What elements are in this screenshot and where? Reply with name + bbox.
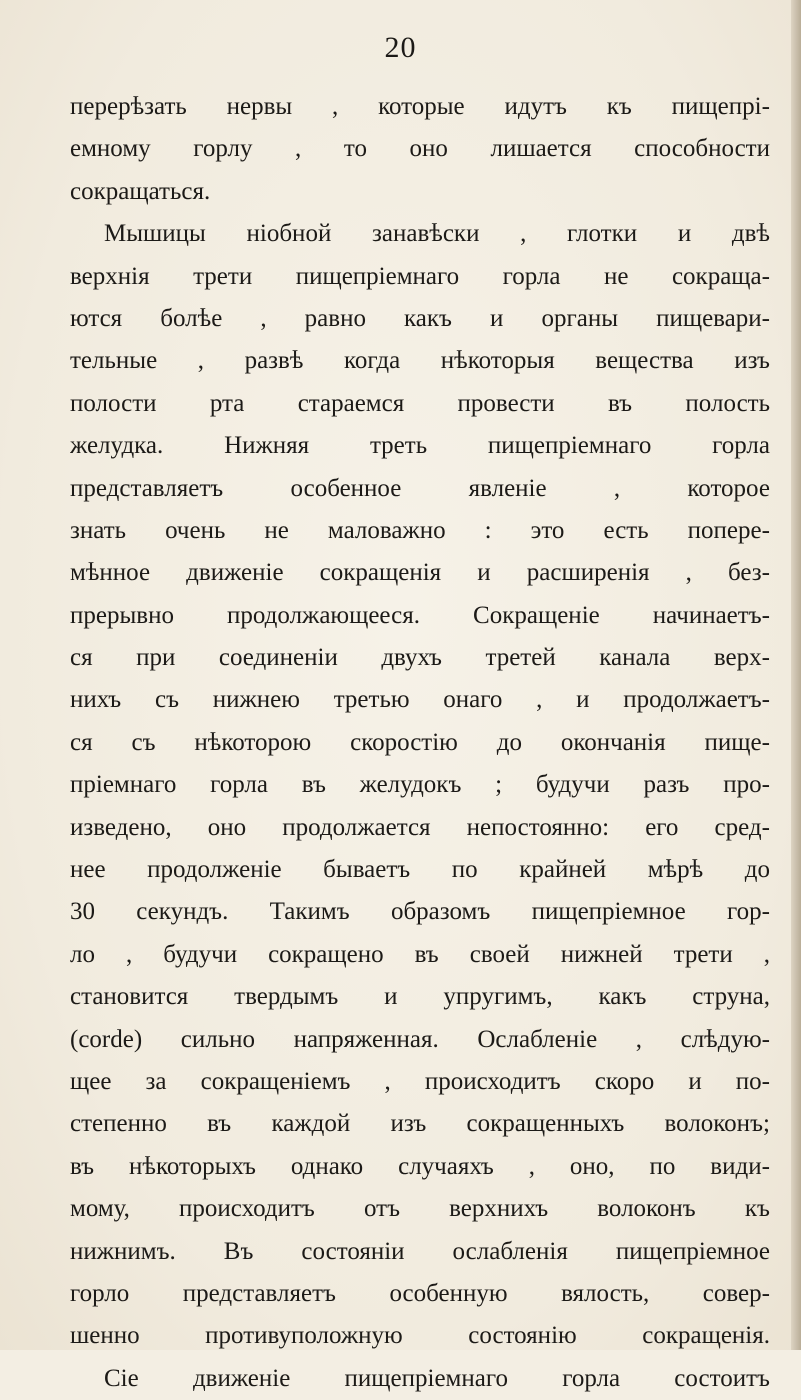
word: сокраща- — [671, 262, 770, 290]
word: упругимъ, — [443, 983, 553, 1011]
word: сокращаться. — [70, 177, 211, 205]
word: горлу — [193, 135, 253, 163]
word: пищепріемнаго — [344, 1364, 508, 1392]
word: верхнія — [70, 262, 150, 290]
word: которые — [378, 93, 465, 120]
word: Сіе — [104, 1364, 139, 1392]
text-line — [70, 1146, 770, 1188]
word: состояніи — [301, 1237, 405, 1265]
text-line — [70, 637, 770, 679]
word: пищепріемное — [615, 1237, 770, 1265]
word: въ — [70, 1152, 95, 1180]
word: горла — [562, 1364, 621, 1392]
word: крайней — [519, 856, 607, 884]
word: къ — [606, 93, 632, 120]
text-line — [70, 171, 770, 213]
word: мому, — [70, 1195, 130, 1223]
word: пищепріемное — [531, 898, 686, 926]
word: горло — [70, 1279, 130, 1307]
word: волоконъ; — [664, 1110, 770, 1138]
word: вялость, — [561, 1279, 650, 1307]
word: , — [125, 940, 133, 968]
word: образомъ — [390, 898, 491, 926]
word: движеніе — [192, 1364, 291, 1392]
word: это — [530, 516, 565, 544]
word: его — [645, 813, 679, 841]
word: , — [613, 474, 621, 502]
text-line — [70, 383, 770, 425]
word: изъ — [390, 1110, 427, 1138]
word: треть — [369, 432, 428, 460]
page-binding-edge — [791, 0, 801, 1350]
word: желудка. — [70, 432, 164, 460]
text-line — [70, 1188, 770, 1230]
word: въ — [207, 1110, 232, 1138]
word: противуположную — [205, 1322, 403, 1350]
word: гор- — [726, 898, 770, 926]
word: напряженная. — [293, 1025, 439, 1053]
word: явленіе — [468, 474, 547, 502]
word: то — [343, 135, 367, 163]
word: прерывно — [70, 601, 174, 629]
word: ются — [70, 304, 123, 332]
word: Сокращеніе — [473, 601, 600, 629]
word: 30 — [70, 898, 95, 926]
word: трети — [193, 262, 253, 290]
text-line — [70, 891, 770, 933]
text-line — [70, 722, 770, 764]
word: Мышицы — [104, 220, 206, 248]
word: , — [260, 304, 267, 332]
word: перерѣзать — [70, 93, 187, 120]
word: случаяхъ — [398, 1152, 494, 1180]
word: которое — [687, 474, 770, 502]
word: Ослабленіе — [477, 1025, 598, 1053]
word: и — [576, 686, 590, 714]
word: до — [496, 728, 522, 756]
word: въ — [414, 940, 439, 968]
word: по — [451, 856, 478, 884]
word: совер- — [702, 1279, 770, 1307]
word: , — [520, 220, 527, 248]
word: тельные — [70, 347, 158, 375]
word: полости — [70, 389, 157, 417]
word: каждой — [271, 1110, 351, 1138]
word: и — [477, 559, 491, 587]
text-line — [70, 934, 770, 976]
word: непостоянно: — [466, 813, 610, 841]
text-line — [70, 595, 770, 637]
word: не — [264, 516, 289, 544]
word: пище- — [704, 728, 770, 756]
word: , — [685, 559, 692, 587]
word: двѣ — [731, 220, 770, 248]
word: шенно — [70, 1322, 140, 1350]
word: способности — [634, 135, 770, 163]
word: двухъ — [381, 644, 442, 672]
word: пищевари- — [656, 304, 770, 332]
word: секундъ. — [136, 898, 229, 926]
word: очень — [165, 516, 226, 544]
word: Въ — [223, 1237, 254, 1265]
word: горла — [502, 262, 561, 290]
word: бываетъ — [323, 856, 411, 884]
word: нижнею — [212, 686, 300, 714]
text-line — [70, 1358, 770, 1400]
word: слѣдую- — [680, 1025, 770, 1053]
word: , — [295, 135, 302, 163]
word: становится — [70, 983, 189, 1011]
word: болѣе — [160, 304, 223, 332]
word: какъ — [598, 983, 647, 1011]
word: ся — [70, 644, 93, 672]
word: съ — [131, 728, 156, 756]
word: струна, — [692, 983, 770, 1011]
word: органы — [541, 304, 618, 332]
word: верхнихъ — [449, 1195, 549, 1223]
word: особенную — [389, 1279, 508, 1307]
word: ; — [495, 771, 503, 799]
word: сокращенныхъ — [466, 1110, 625, 1138]
word: сокращеніемъ — [200, 1067, 351, 1095]
word: по — [649, 1152, 676, 1180]
word: происходитъ — [179, 1195, 315, 1223]
text-line — [70, 86, 770, 128]
word: и — [384, 983, 398, 1011]
word: про- — [723, 771, 770, 799]
word: третью — [333, 686, 410, 714]
word: начинаетъ- — [652, 601, 770, 629]
word: , — [332, 93, 339, 120]
word: за — [145, 1067, 167, 1095]
word: щее — [70, 1067, 112, 1095]
word: маловажно — [327, 516, 446, 544]
word: продолжается — [282, 813, 431, 841]
text-line — [70, 764, 770, 806]
word: рта — [209, 389, 245, 417]
text-line — [70, 679, 770, 721]
word: развѣ — [244, 347, 304, 375]
word: когда — [344, 347, 401, 375]
text-line — [70, 128, 770, 170]
word: движеніе — [186, 559, 284, 587]
text-line — [70, 1103, 770, 1145]
word: степенно — [70, 1110, 167, 1138]
text-line — [70, 425, 770, 467]
word: нѣкоторою — [194, 728, 312, 756]
text-line — [70, 1061, 770, 1103]
word: желудокъ — [359, 771, 462, 799]
word: въ — [608, 389, 633, 417]
text-line — [70, 468, 770, 510]
word: оно — [409, 135, 448, 163]
word: къ — [744, 1195, 770, 1223]
word: вещества — [595, 347, 694, 375]
word: , — [536, 686, 543, 714]
word: разъ — [643, 771, 690, 799]
word: пріемнаго — [70, 771, 177, 799]
word: види- — [710, 1152, 770, 1180]
word: , — [197, 347, 204, 375]
word: нее — [70, 856, 106, 884]
word: занавѣски — [372, 220, 480, 248]
word: оно — [207, 813, 247, 841]
word: есть — [603, 516, 649, 544]
word: мѣнное — [70, 559, 151, 587]
word: представляетъ — [70, 474, 224, 502]
word: сокращенія — [319, 559, 442, 587]
word: при — [136, 644, 176, 672]
text-line — [70, 1019, 770, 1061]
text-line — [70, 256, 770, 298]
word: особенное — [290, 474, 402, 502]
word: продолжающееся. — [227, 601, 420, 629]
word: твердымъ — [234, 983, 339, 1011]
word: сокращенія. — [642, 1322, 770, 1350]
word: , — [528, 1152, 535, 1180]
word: волоконъ — [597, 1195, 696, 1223]
word: ослабленія — [452, 1237, 568, 1265]
word: продолженіе — [147, 856, 282, 884]
word: полость — [685, 389, 770, 417]
word: однако — [290, 1152, 364, 1180]
word: знать — [70, 516, 127, 544]
body-text — [70, 86, 770, 1400]
word: , — [384, 1067, 391, 1095]
word: Нижняя — [224, 432, 310, 460]
word: соединеніи — [218, 644, 338, 672]
word: сильно — [180, 1025, 255, 1053]
word: верх- — [713, 644, 770, 672]
word: ніобной — [246, 220, 332, 248]
word: нихъ — [70, 686, 122, 714]
word: нѣкоторыхъ — [129, 1152, 256, 1180]
word: емному — [70, 135, 151, 163]
word: изъ — [734, 347, 770, 375]
word: скоро — [594, 1067, 655, 1095]
text-line — [70, 807, 770, 849]
word: пищепріемнаго — [295, 262, 460, 290]
word: отъ — [363, 1195, 401, 1223]
word: без- — [728, 559, 770, 587]
word: скоростію — [350, 728, 458, 756]
word: , — [635, 1025, 643, 1053]
word: : — [484, 516, 492, 544]
text-line — [70, 1273, 770, 1315]
word: канала — [599, 644, 671, 672]
word: расширенія — [526, 559, 650, 587]
word: и — [490, 304, 504, 332]
word: въ — [301, 771, 326, 799]
text-line — [70, 1315, 770, 1357]
word: мѣрѣ — [647, 856, 704, 884]
word: онаго — [443, 686, 503, 714]
word: пищепрі- — [671, 93, 770, 120]
word: лишается — [490, 135, 592, 163]
page-number: 20 — [384, 31, 417, 64]
word: горла — [210, 771, 268, 799]
word: изведено, — [70, 813, 172, 841]
word: оно, — [569, 1152, 615, 1180]
word: сокращено — [268, 940, 384, 968]
word: своей — [469, 940, 530, 968]
word: Такимъ — [269, 898, 350, 926]
word: съ — [154, 686, 180, 714]
word: состоитъ — [674, 1364, 770, 1392]
word: сред- — [714, 813, 770, 841]
word: (corde) — [70, 1025, 143, 1053]
word: будучи — [535, 771, 610, 799]
word: ло — [70, 940, 95, 968]
word: , — [763, 940, 770, 968]
word: стараемся — [297, 389, 405, 417]
text-line — [70, 213, 770, 255]
word: и — [688, 1067, 702, 1095]
word: трети — [673, 940, 733, 968]
word: идутъ — [504, 93, 567, 120]
word: продолжаетъ- — [623, 686, 770, 714]
word: до — [744, 856, 770, 884]
text-line — [70, 510, 770, 552]
word: провести — [457, 389, 555, 417]
word: глотки — [567, 220, 638, 248]
word: нижней — [560, 940, 643, 968]
word: горла — [712, 432, 770, 460]
word: по- — [735, 1067, 770, 1095]
word: третей — [485, 644, 556, 672]
text-line — [70, 298, 770, 340]
word: пищепріемнаго — [487, 432, 652, 460]
word: происходитъ — [424, 1067, 561, 1095]
text-line — [70, 976, 770, 1018]
word: и — [677, 220, 692, 248]
word: какъ — [404, 304, 452, 332]
word: представляетъ — [182, 1279, 336, 1307]
word: будучи — [163, 940, 238, 968]
word: равно — [304, 304, 366, 332]
word: не — [603, 262, 629, 290]
text-line — [70, 340, 770, 382]
word: попере- — [687, 516, 770, 544]
text-line — [70, 1231, 770, 1273]
word: нѣкоторыя — [440, 347, 555, 375]
word: ся — [70, 728, 93, 756]
word: нервы — [226, 93, 293, 120]
text-line — [70, 849, 770, 891]
word: нижнимъ. — [70, 1237, 176, 1265]
word: окончанія — [560, 728, 666, 756]
word: состоянію — [468, 1322, 577, 1350]
text-line — [70, 552, 770, 594]
